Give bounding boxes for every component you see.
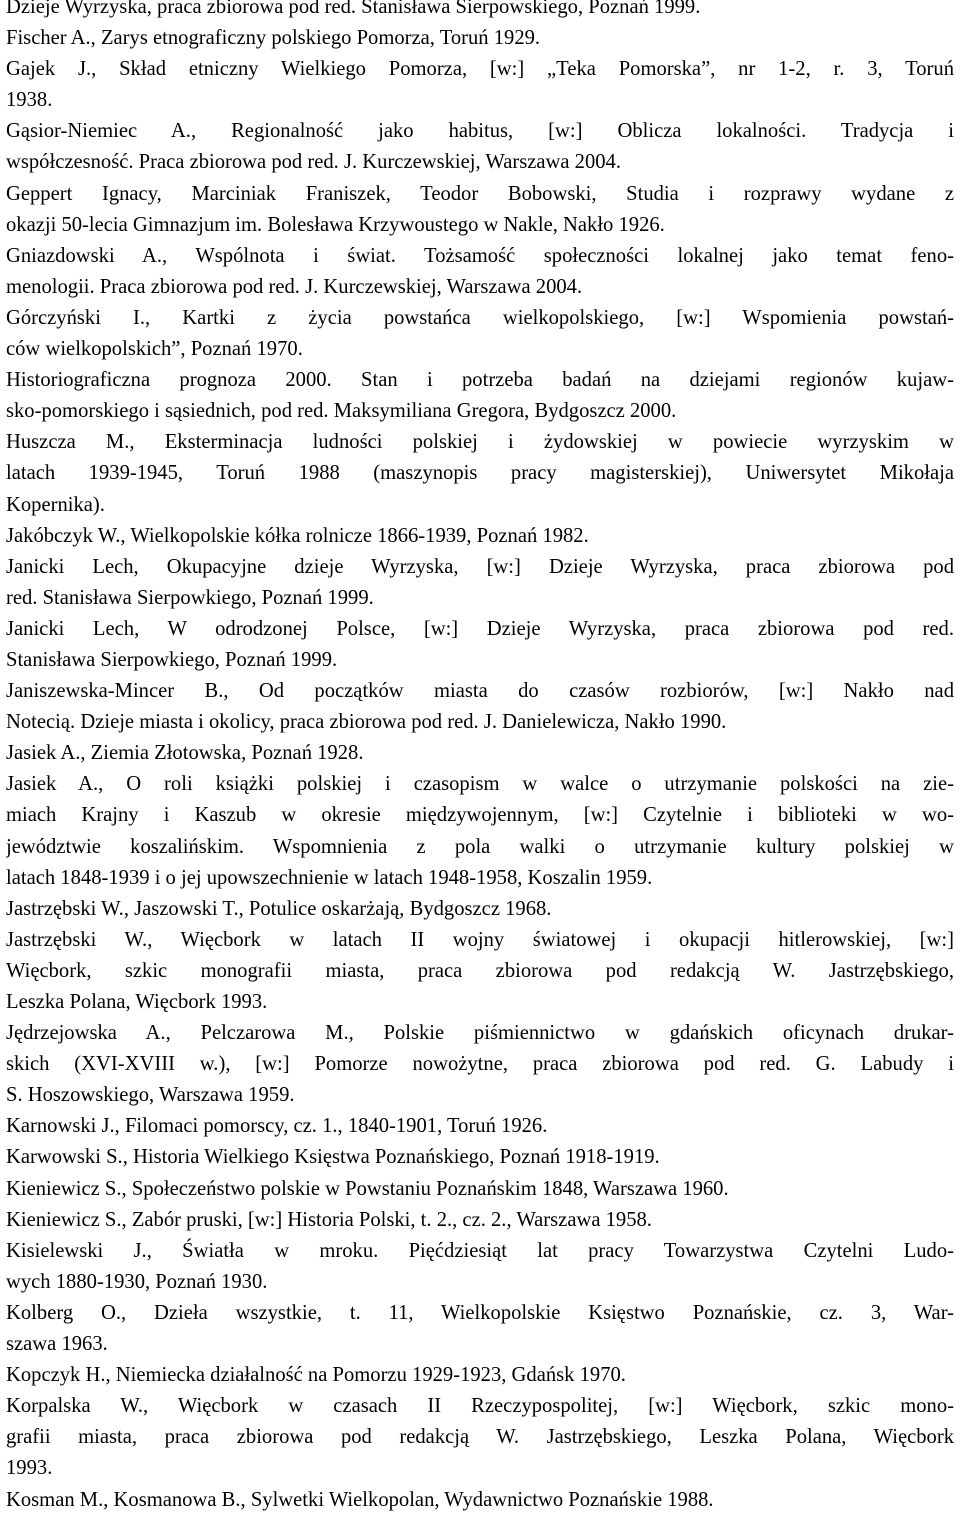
entry-line: Kieniewicz S., Zabór pruski, [w:] Historia Polski, t. 2., cz. 2., Warszawa 1958. — [6, 1208, 652, 1231]
entry-line: ców wielkopolskich”, Poznań 1970. — [6, 338, 303, 361]
bibliography-entry — [6, 894, 954, 925]
entry-line: latach 1848-1939 i o jej upowszechnienie w latach 1948-1958, Koszalin 1959. — [6, 866, 653, 889]
bibliography-entry — [6, 676, 954, 738]
entry-line: Karnowski J., Filomaci pomorscy, cz. 1., 1840-1901, Toruń 1926. — [6, 1115, 548, 1138]
bibliography-entry — [6, 1111, 954, 1142]
entry-line: okazji 50-lecia Gimnazjum im. Bolesława Krzywoustego w Nakle, Nakło 1926. — [6, 213, 665, 236]
bibliography-list — [6, 0, 954, 1516]
entry-line: Kopernika). — [6, 493, 105, 516]
entry-line: Jędrzejowska A., Pelczarowa M., Polskie piśmiennictwo w gdańskich oficynach drukar- — [6, 1022, 954, 1045]
bibliography-entry — [6, 1205, 954, 1236]
entry-line: menologii. Praca zbiorowa pod red. J. Kurczewskiej, Warszawa 2004. — [6, 275, 583, 298]
entry-line: Gniazdowski A., Wspólnota i świat. Tożsamość społeczności lokalnej jako temat feno- — [6, 244, 954, 267]
entry-line: współczesność. Praca zbiorowa pod red. J. Kurczewskiej, Warszawa 2004. — [6, 151, 621, 174]
entry-line: S. Hoszowskiego, Warszawa 1959. — [6, 1084, 295, 1107]
entry-line: Janicki Lech, Okupacyjne dzieje Wyrzyska, [w:] Dzieje Wyrzyska, praca zbiorowa pod — [6, 555, 954, 578]
bibliography-entry — [6, 0, 954, 23]
entry-line: Jakóbczyk W., Wielkopolskie kółka rolnicze 1866-1939, Poznań 1982. — [6, 524, 589, 547]
entry-line: Gajek J., Skład etniczny Wielkiego Pomorza, [w:] „Teka Pomorska”, nr 1-2, r. 3, Toruń — [6, 58, 954, 81]
bibliography-entry — [6, 303, 954, 365]
entry-line: Kopczyk H., Niemiecka działalność na Pomorzu 1929-1923, Gdańsk 1970. — [6, 1364, 626, 1387]
bibliography-entry — [6, 925, 954, 1018]
entry-line: miach Krajny i Kaszub w okresie międzywojennym, [w:] Czytelnie i biblioteki w wo- — [6, 804, 954, 827]
entry-line: Dzieje Wyrzyska, praca zbiorowa pod red. Stanisława Sierpowskiego, Poznań 1999. — [6, 0, 701, 18]
bibliography-entry — [6, 365, 954, 427]
entry-line: Jastrzębski W., Więcbork w latach II wojny światowej i okupacji hitlerowskiej, [w:] — [6, 928, 954, 951]
entry-line: latach 1939-1945, Toruń 1988 (maszynopis pracy magisterskiej), Uniwersytet Mikołaja — [6, 462, 954, 485]
entry-line: Leszka Polana, Więcbork 1993. — [6, 991, 268, 1013]
bibliography-entry — [6, 23, 954, 54]
bibliography-entry — [6, 769, 954, 893]
entry-line: Stanisława Sierpowkiego, Poznań 1999. — [6, 648, 338, 671]
entry-line: Jasiek A., O roli książki polskiej i czasopism w walce o utrzymanie polskości na zie- — [6, 773, 954, 796]
entry-line: szawa 1963. — [6, 1333, 108, 1356]
bibliography-entry — [6, 614, 954, 676]
entry-line: skich (XVI-XVIII w.), [w:] Pomorze nowożytne, praca zbiorowa pod red. G. Labudy i — [6, 1053, 954, 1076]
entry-line: Huszcza M., Eksterminacja ludności polskiej i żydowskiej w powiecie wyrzyskim w — [6, 431, 954, 454]
entry-line: Kisielewski J., Światła w mroku. Pięćdziesiąt lat pracy Towarzystwa Czytelni Ludo- — [6, 1239, 954, 1262]
entry-line: red. Stanisława Sierpowkiego, Poznań 1999. — [6, 586, 374, 609]
entry-line: sko-pomorskiego i sąsiednich, pod red. Maksymiliana Gregora, Bydgoszcz 2000. — [6, 400, 677, 423]
entry-line: Janiszewska-Mincer B., Od początków miasta do czasów rozbiorów, [w:] Nakło nad — [6, 680, 954, 703]
entry-line: Geppert Ignacy, Marciniak Franiszek, Teodor Bobowski, Studia i rozprawy wydane z — [6, 182, 954, 205]
bibliography-entry — [6, 241, 954, 303]
entry-line: wych 1880-1930, Poznań 1930. — [6, 1270, 268, 1293]
entry-line: Karwowski S., Historia Wielkiego Księstwa Poznańskiego, Poznań 1918-1919. — [6, 1146, 660, 1169]
bibliography-entry — [6, 116, 954, 178]
entry-line: 1938. — [6, 89, 53, 112]
entry-line: Kosman M., Kosmanowa B., Sylwetki Wielkopolan, Wydawnictwo Poznańskie 1988. — [6, 1488, 714, 1511]
entry-line: Kieniewicz S., Społeczeństwo polskie w Powstaniu Poznańskim 1848, Warszawa 1960. — [6, 1177, 729, 1200]
bibliography-entry — [6, 738, 954, 769]
bibliography-entry — [6, 54, 954, 116]
bibliography-entry — [6, 1360, 954, 1391]
bibliography-entry — [6, 1174, 954, 1205]
bibliography-entry — [6, 179, 954, 241]
entry-line: grafii miasta, praca zbiorowa pod redakcją W. Jastrzębskiego, Leszka Polana, Więcbork — [6, 1426, 954, 1449]
bibliography-entry — [6, 521, 954, 552]
entry-line: Jasiek A., Ziemia Złotowska, Poznań 1928. — [6, 742, 364, 765]
entry-line: Korpalska W., Więcbork w czasach II Rzeczypospolitej, [w:] Więcbork, szkic mono- — [6, 1395, 954, 1418]
entry-line: Kolberg O., Dzieła wszystkie, t. 11, Wielkopolskie Księstwo Poznańskie, cz. 3, War- — [6, 1301, 954, 1324]
bibliography-entry — [6, 1236, 954, 1298]
bibliography-entry — [6, 1018, 954, 1111]
entry-line: Gąsior-Niemiec A., Regionalność jako habitus, [w:] Oblicza lokalności. Tradycja i — [6, 120, 954, 143]
entry-line: jewództwie koszalińskim. Wspomnienia z pola walki o utrzymanie kultury polskiej w — [6, 835, 954, 858]
entry-line: Historiograficzna prognoza 2000. Stan i potrzeba badań na dziejami regionów kujaw- — [6, 369, 954, 392]
entry-line: Fischer A., Zarys etnograficzny polskiego Pomorza, Toruń 1929. — [6, 27, 541, 50]
entry-line: 1993. — [6, 1457, 53, 1480]
entry-line: Jastrzębski W., Jaszowski T., Potulice oskarżają, Bydgoszcz 1968. — [6, 897, 552, 920]
bibliography-entry — [6, 552, 954, 614]
bibliography-entry — [6, 1298, 954, 1360]
entry-line: Więcbork, szkic monografii miasta, praca zbiorowa pod redakcją W. Jastrzębskiego, — [6, 959, 954, 982]
entry-line: Notecią. Dzieje miasta i okolicy, praca zbiorowa pod red. J. Danielewicza, Nakło 1990. — [6, 711, 727, 734]
bibliography-entry — [6, 1391, 954, 1484]
bibliography-entry — [6, 1142, 954, 1173]
bibliography-entry — [6, 427, 954, 520]
entry-line: Janicki Lech, W odrodzonej Polsce, [w:] Dzieje Wyrzyska, praca zbiorowa pod red. — [6, 617, 954, 640]
entry-line: Górczyński I., Kartki z życia powstańca wielkopolskiego, [w:] Wspomienia powstań- — [6, 306, 954, 329]
